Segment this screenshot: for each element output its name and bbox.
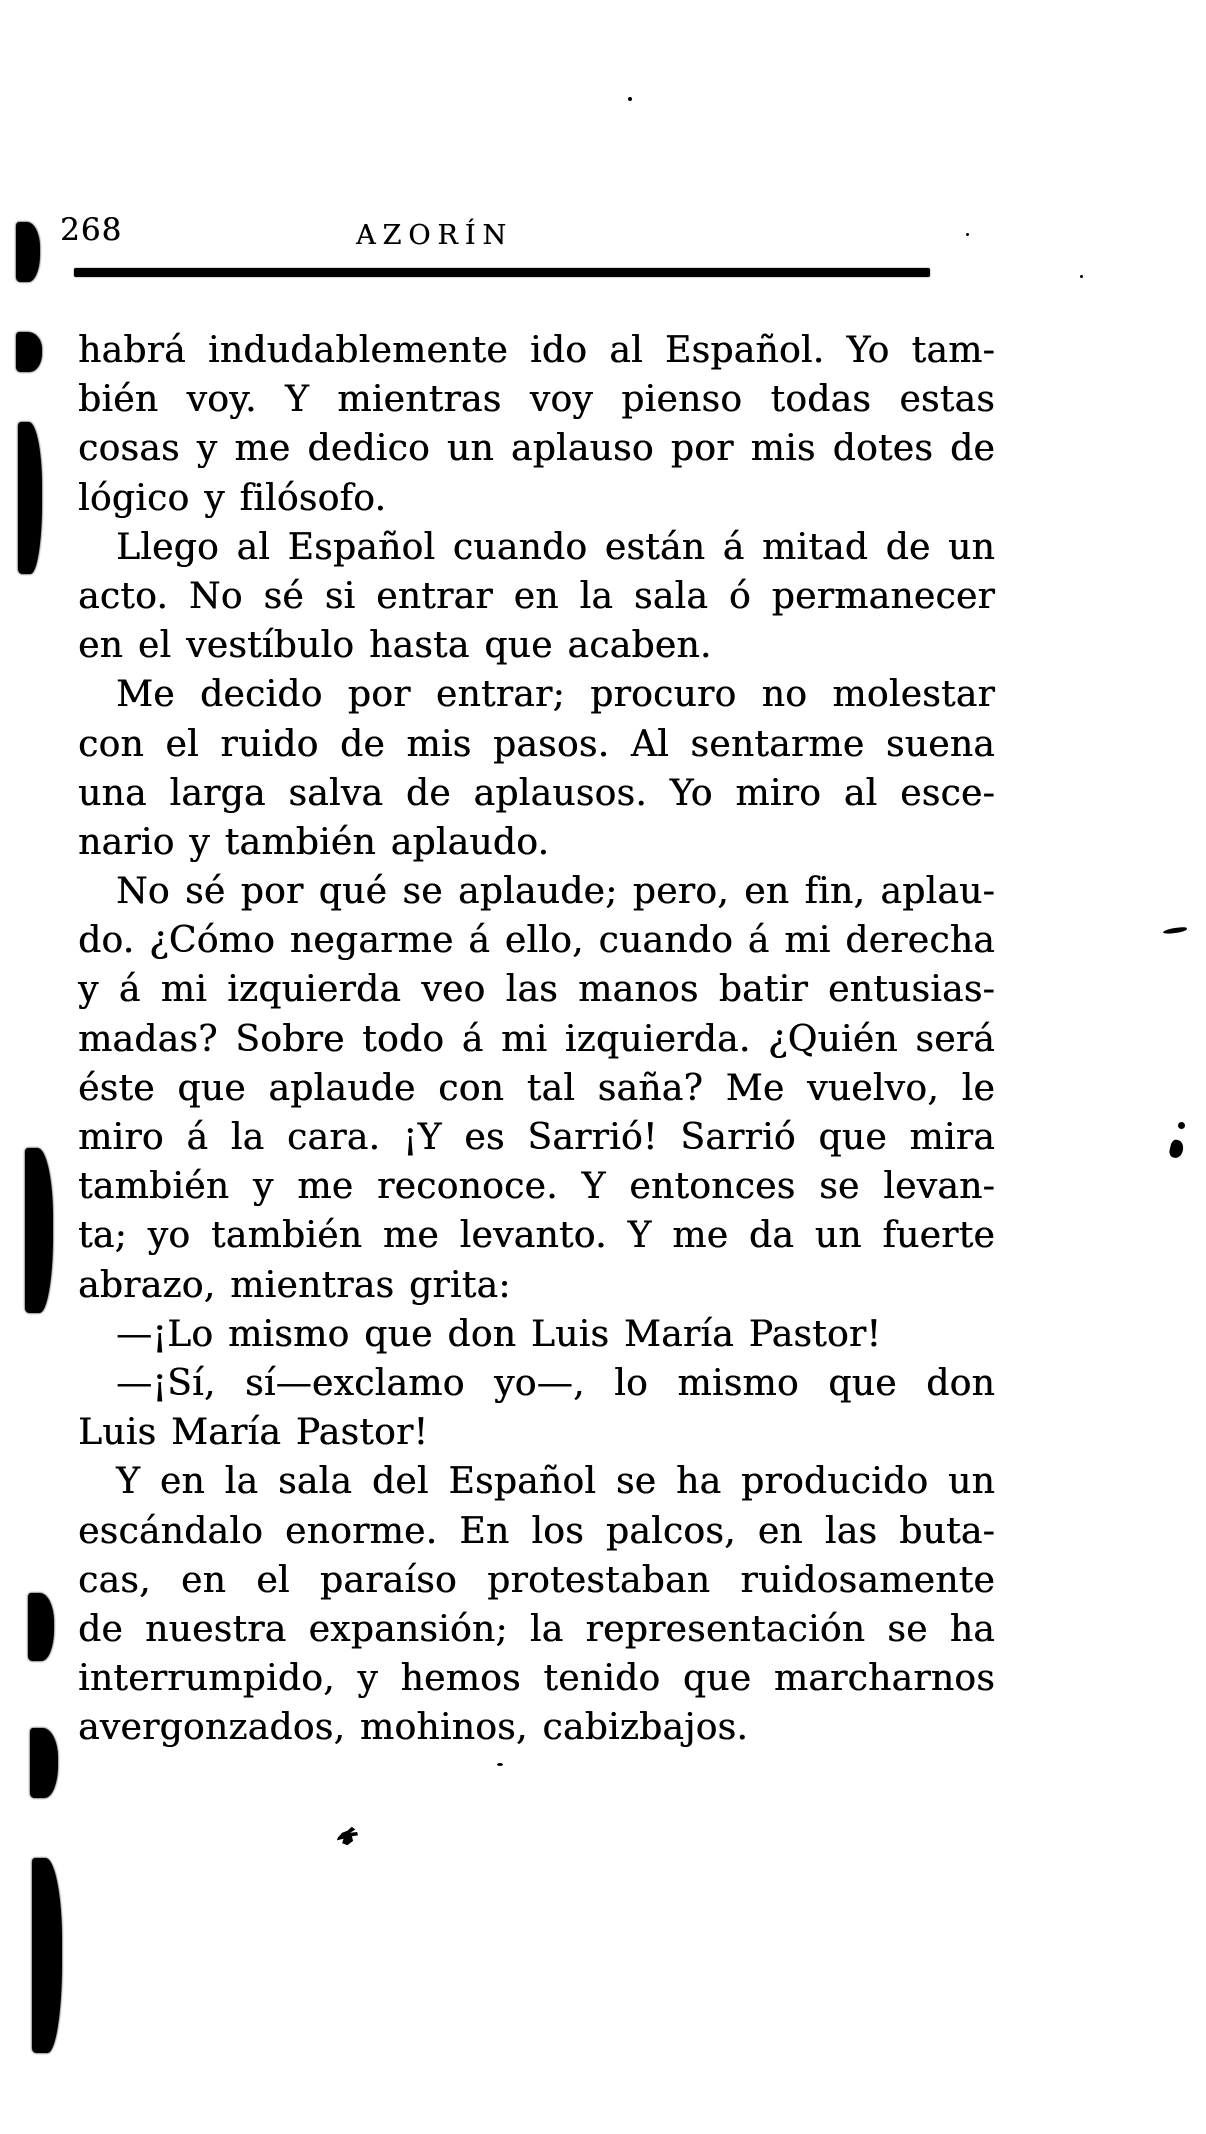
- ink-speck: [497, 1763, 503, 1766]
- text-line: éste que aplaude con tal saña? Me vuelvo, le: [78, 1067, 995, 1109]
- text-line: avergonzados, mohinos, cabizbajos.: [78, 1707, 749, 1749]
- text-line: Luis María Pastor!: [78, 1412, 429, 1454]
- text-line: en el vestíbulo hasta que acaben.: [78, 625, 712, 667]
- ink-mark: [1168, 1139, 1185, 1160]
- ink-smudge: [16, 332, 42, 372]
- text-line: lógico y filósofo.: [78, 477, 387, 519]
- text-line: —¡Lo mismo que don Luis María Pastor!: [116, 1313, 882, 1355]
- ink-mark: [1178, 1122, 1185, 1129]
- ink-mark: [1163, 926, 1187, 934]
- ink-speck: [966, 233, 969, 236]
- text-line: No sé por qué se aplaude; pero, en fin, aplau-: [116, 871, 995, 913]
- ink-speck: [1080, 275, 1083, 278]
- text-line: acto. No sé si entrar en la sala ó permanecer: [78, 575, 995, 617]
- text-line: madas? Sobre todo á mi izquierda. ¿Quién será: [78, 1018, 995, 1060]
- text-line: nario y también aplaudo.: [78, 821, 550, 863]
- text-line: cosas y me dedico un aplauso por mis dotes de: [78, 428, 995, 470]
- text-line: —¡Sí, sí—exclamo yo—, lo mismo que don: [116, 1362, 995, 1404]
- text-line: ta; yo también me levanto. Y me da un fuerte: [78, 1215, 995, 1257]
- ink-smudge: [18, 422, 42, 574]
- text-line: con el ruido de mis pasos. Al sentarme suena: [78, 723, 995, 765]
- text-line: cas, en el paraíso protestaban ruidosamente: [78, 1559, 995, 1601]
- text-line: Llego al Español cuando están á mitad de un: [116, 526, 995, 568]
- text-line: bién voy. Y mientras voy pienso todas estas: [78, 379, 995, 421]
- header-rule: [74, 268, 930, 277]
- text-line: interrumpido, y hemos tenido que marcharnos: [78, 1658, 995, 1700]
- text-line: do. ¿Cómo negarme á ello, cuando á mi derecha: [78, 920, 995, 962]
- running-header: AZORÍN: [356, 220, 514, 251]
- text-line: Me decido por entrar; procuro no molestar: [116, 674, 995, 716]
- text-line: de nuestra expansión; la representación se ha: [78, 1608, 995, 1650]
- ink-smudge: [30, 1728, 58, 1798]
- text-line: y á mi izquierda veo las manos batir entusias-: [78, 969, 995, 1011]
- ink-smudge: [32, 1858, 62, 2053]
- text-line: también y me reconoce. Y entonces se levan-: [78, 1166, 995, 1208]
- ink-ornament: [336, 1826, 358, 1846]
- body-text: [78, 326, 995, 1752]
- ink-smudge: [28, 1593, 54, 1661]
- text-line: Y en la sala del Español se ha producido un: [116, 1461, 995, 1503]
- ink-smudge: [16, 222, 40, 282]
- ink-smudge: [25, 1148, 53, 1313]
- text-line: una larga salva de aplausos. Yo miro al esce-: [78, 772, 995, 814]
- ink-speck: [628, 97, 632, 101]
- text-line: abrazo, mientras grita:: [78, 1264, 511, 1306]
- text-line: habrá indudablemente ido al Español. Yo tam-: [78, 330, 995, 371]
- text-line: escándalo enorme. En los palcos, en las buta-: [78, 1510, 995, 1552]
- text-line: miro á la cara. ¡Y es Sarrió! Sarrió que mira: [78, 1117, 995, 1158]
- page-number: 268: [60, 212, 123, 248]
